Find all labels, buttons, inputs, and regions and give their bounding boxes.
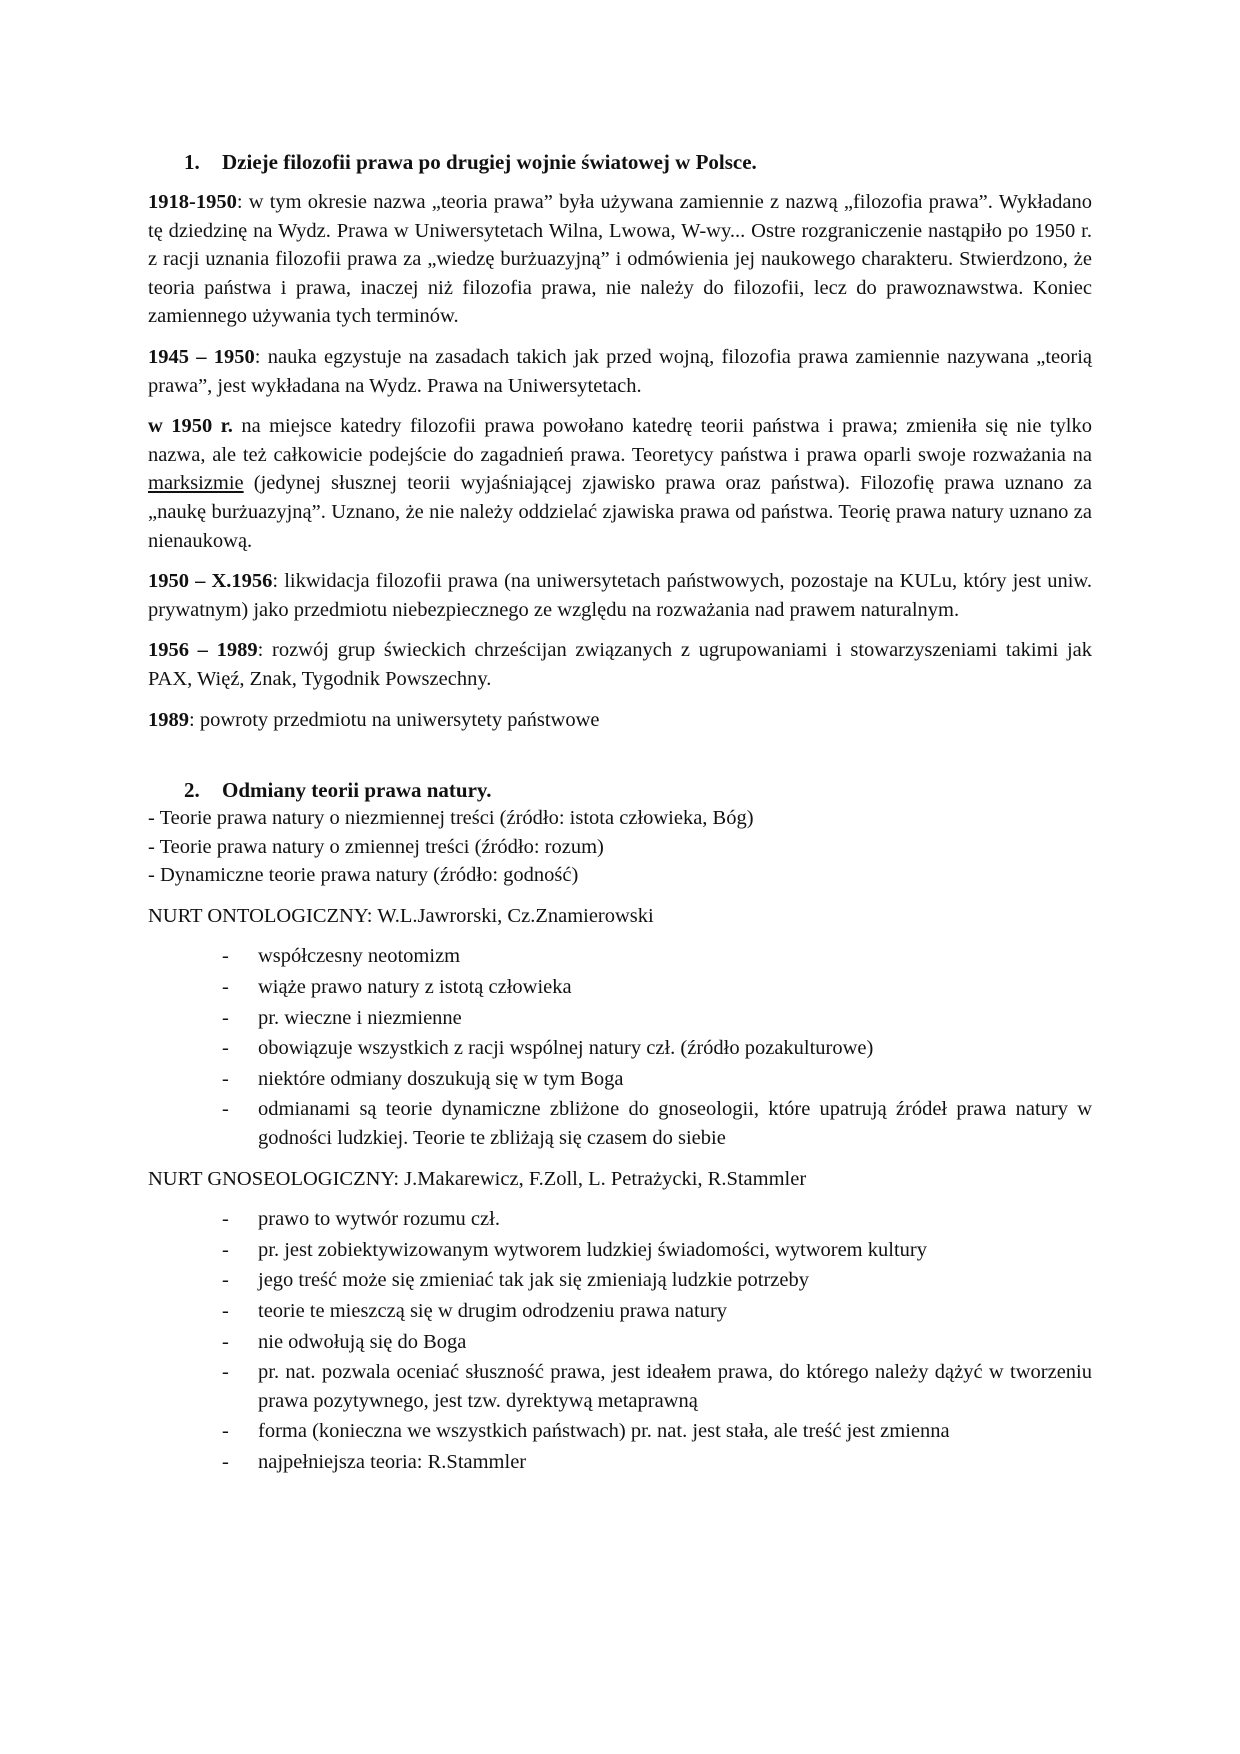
dash-bullet-icon: - [222, 976, 229, 999]
paragraph-1956-1989 [148, 636, 1092, 693]
theory-variant: - Teorie prawa natury o niezmiennej treści (źródło: istota człowieka, Bóg) [148, 807, 754, 830]
dash-bullet-icon: - [222, 1269, 229, 1292]
section-2-number: 2. [184, 778, 200, 803]
list-item: - jego treść może się zmieniać tak jak się zmieniają ludzkie potrzeby [148, 1266, 1092, 1295]
dash-bullet-icon: - [222, 1208, 229, 1231]
section-2-heading [148, 776, 1092, 804]
list-item: - wiąże prawo natury z istotą człowieka [148, 973, 1092, 1002]
underlined-term: marksizmie [148, 472, 244, 495]
period-label: w 1950 r. [148, 415, 233, 438]
gnoseological-current-label: NURT GNOSEOLOGICZNY: J.Makarewicz, F.Zoll, L. Petrażycki, R.Stammler [148, 1167, 807, 1190]
paragraph-1945-1950 [148, 343, 1092, 400]
list-item: - teorie te mieszczą się w drugim odrodzeniu prawa natury [148, 1297, 1092, 1326]
period-label: 1950 – X.1956 [148, 570, 273, 593]
list-item: - forma (konieczna we wszystkich państwach) pr. nat. jest stała, ale treść jest zmienna [148, 1417, 1092, 1446]
theory-variant: - Dynamiczne teorie prawa natury (źródło: godność) [148, 864, 579, 887]
ontological-current-label: NURT ONTOLOGICZNY: W.L.Jawrorski, Cz.Znamierowski [148, 904, 654, 927]
paragraph-text: na miejsce katedry filozofii prawa powołano katedrę teorii państwa i prawa; zmieniła się nie tylko nazwa, ale też całkowicie podejście do zagadnień prawa. Teoretycy państwa i prawa oparli swoje rozważania na [148, 415, 1092, 466]
ontological-list [148, 942, 1092, 1152]
list-item: - nie odwołują się do Boga [148, 1328, 1092, 1357]
theory-variant: - Teorie prawa natury o zmiennej treści (źródło: rozum) [148, 835, 604, 858]
dash-bullet-icon: - [222, 945, 229, 968]
list-item: - pr. wieczne i niezmienne [148, 1004, 1092, 1033]
dash-bullet-icon: - [222, 1037, 229, 1060]
list-item: - pr. nat. pozwala oceniać słuszność prawa, jest ideałem prawa, do którego należy dążyć w tworzeniu prawa pozytywnego, jest tzw. dyrektywą metaprawną [148, 1358, 1092, 1415]
dash-bullet-icon: - [222, 1238, 229, 1261]
section-spacer [148, 746, 1092, 776]
list-item: - niektóre odmiany doszukują się w tym Boga [148, 1065, 1092, 1094]
list-item: - prawo to wytwór rozumu czł. [148, 1205, 1092, 1234]
dash-bullet-icon: - [222, 1006, 229, 1029]
period-label: 1918-1950 [148, 191, 237, 213]
dash-bullet-icon: - [222, 1098, 229, 1121]
list-item: - najpełniejsza teoria: R.Stammler [148, 1448, 1092, 1477]
dash-bullet-icon: - [222, 1361, 229, 1384]
list-item: - odmianami są teorie dynamiczne zbliżone do gnoseologii, które upatrują źródeł prawa natury w godności ludzkiej. Teorie te zbliżają się czasem do siebie [148, 1095, 1092, 1152]
paragraph-1989 [148, 706, 1092, 735]
paragraph-text: : powroty przedmiotu na uniwersytety państwowe [189, 708, 600, 731]
list-item: - współczesny neotomizm [148, 942, 1092, 971]
document-page [148, 148, 1092, 1489]
paragraph-1950 [148, 412, 1092, 555]
dash-bullet-icon: - [222, 1300, 229, 1322]
paragraph-text: (jedynej słusznej teorii wyjaśniającej zjawisko prawa oraz państwa). Filozofię prawa uznano za „naukę burżuazyjną”. Uznano, że nie należy oddzielać zjawiska prawa od państwa. Teorię prawa natury uznano za nienaukową. [148, 472, 1092, 552]
paragraph-text: : nauka egzystuje na zasadach takich jak przed wojną, filozofia prawa zamiennie nazywana „teorią prawa”, jest wykładana na Wydz. Prawa na Uniwersytetach. [148, 345, 1093, 397]
period-label: 1989 [148, 708, 189, 731]
dash-bullet-icon: - [222, 1420, 229, 1443]
dash-bullet-icon: - [222, 1330, 229, 1353]
gnoseological-list [148, 1205, 1092, 1476]
section-1-number: 1. [184, 150, 200, 174]
paragraph-1918-1950 [148, 188, 1092, 331]
dash-bullet-icon: - [222, 1450, 229, 1473]
list-item: - obowiązuje wszystkich z racji wspólnej natury czł. (źródło pozakulturowe) [148, 1034, 1092, 1063]
paragraph-text: : likwidacja filozofii prawa (na uniwersytetach państwowych, pozostaje na KULu, który jest uniw. prywatnym) jako przedmiotu niebezpiecznego ze względu na rozważania nad prawem naturalnym. [148, 570, 1092, 621]
section-1-title: Dzieje filozofii prawa po drugiej wojnie światowej w Polsce. [222, 150, 757, 174]
section-1-heading [148, 148, 1092, 176]
period-label: 1956 – 1989 [148, 639, 258, 662]
list-item: - pr. jest zobiektywizowanym wytworem ludzkiej świadomości, wytworem kultury [148, 1236, 1092, 1265]
theory-variants-list [148, 804, 1092, 890]
section-2-title: Odmiany teorii prawa natury. [222, 778, 492, 803]
paragraph-1950-1956 [148, 567, 1092, 624]
period-label: 1945 – 1950 [148, 345, 255, 368]
paragraph-text: : rozwój grup świeckich chrześcijan związanych z ugrupowaniami i stowarzyszeniami takimi jak PAX, Więź, Znak, Tygodnik Powszechny. [148, 639, 1092, 690]
paragraph-text: : w tym okresie nazwa „teoria prawa” była używana zamiennie z nazwą „filozofia prawa”. Wykładano tę dziedzinę na Wydz. Prawa w Uniwersytetach Wilna, Lwowa, W-wy... Ostre rozgraniczenie nastąpiło po 1950 r. z racji uznania filozofii prawa za „wiedzę burżuazyjną” i odmówienia jej naukowego charakteru. Stwierdzono, że teoria państwa i prawa, inaczej niż filozofia prawa, nie należy do filozofii, lecz do prawoznawstwa. Koniec zamiennego używania tych terminów. [148, 191, 1092, 328]
dash-bullet-icon: - [222, 1067, 229, 1090]
